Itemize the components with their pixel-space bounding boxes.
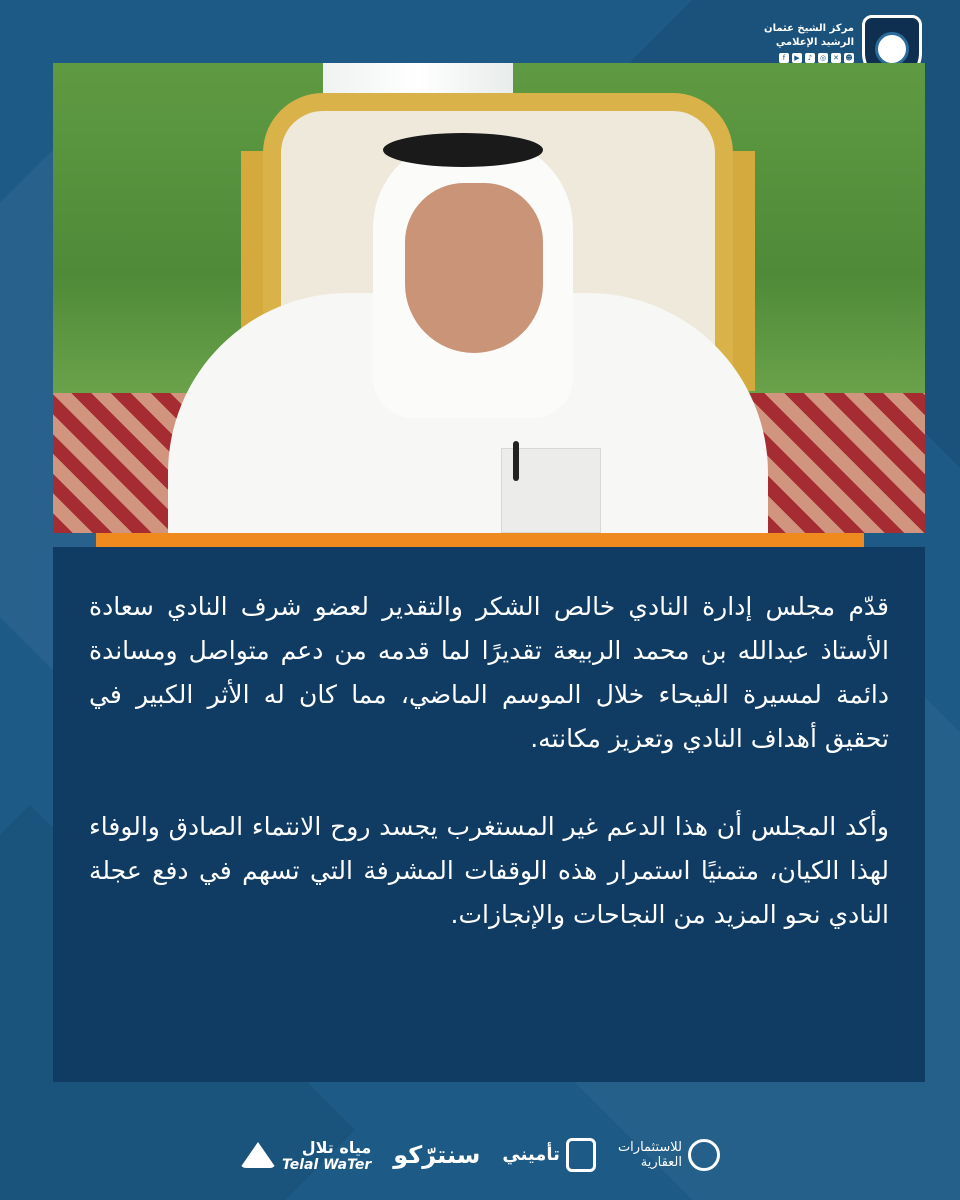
x-icon[interactable]: ✕ xyxy=(831,53,841,63)
sponsor-centrco-name: سنترّكو xyxy=(393,1141,481,1169)
sponsor-telal-water xyxy=(240,1138,371,1173)
facebook-icon[interactable]: f xyxy=(779,53,789,63)
real-estate-logo-icon xyxy=(688,1139,720,1171)
article-panel xyxy=(53,547,925,1082)
sponsor-centrco xyxy=(393,1141,480,1169)
social-icons xyxy=(764,53,854,63)
honoree-photo xyxy=(53,63,925,533)
person-agal xyxy=(383,133,543,167)
article-paragraph-2: وأكد المجلس أن هذا الدعم غير المستغرب يجسد روح الانتماء الصادق والوفاء لهذا الكيان، متمنيًا استمرار هذه الوقفات المشرفة التي تسهم في دفع عجلة النادي نحو المزيد من النجاحات والإنجازات. xyxy=(89,812,889,929)
sponsor-taamini xyxy=(502,1138,596,1172)
taamini-shield-icon xyxy=(566,1138,596,1172)
tiktok-icon[interactable]: ♪ xyxy=(805,53,815,63)
sponsor-taamini-name: تأميني xyxy=(502,1144,560,1165)
sponsors-strip xyxy=(240,1125,720,1185)
pen-icon xyxy=(513,441,519,481)
accent-divider xyxy=(96,533,864,547)
youtube-icon[interactable]: ▶ xyxy=(792,53,802,63)
sponsor-real-estate-line1: للاستثمارات xyxy=(617,1140,682,1155)
sponsor-telal-latin: Telal WaTer xyxy=(282,1156,372,1173)
article-paragraph-1: قدّم مجلس إدارة النادي خالص الشكر والتقدير لعضو شرف النادي سعادة الأستاذ عبدالله بن محمد الربيعة تقديرًا لما قدمه من دعم متواصل ومساندة دائمة لمسيرة الفيحاء خلال الموسم الماضي، مما كان له الأثر الكبير في تحقيق أهداف النادي وتعزيز مكانته. xyxy=(89,592,889,753)
mountain-icon xyxy=(240,1142,276,1168)
sponsor-telal-arabic: مياه تلال xyxy=(301,1137,372,1157)
sponsor-real-estate xyxy=(618,1139,720,1171)
instagram-icon[interactable]: ◎ xyxy=(819,53,827,62)
media-center-name-line2: الرشيد الإعلامي xyxy=(775,36,854,48)
sponsor-real-estate-line2: العقارية xyxy=(640,1155,682,1170)
media-center-name-line1: مركز الشيخ عثمان xyxy=(764,22,854,34)
snapchat-icon[interactable]: ☻ xyxy=(845,53,853,62)
person-face xyxy=(405,183,543,353)
football-icon xyxy=(875,32,909,66)
